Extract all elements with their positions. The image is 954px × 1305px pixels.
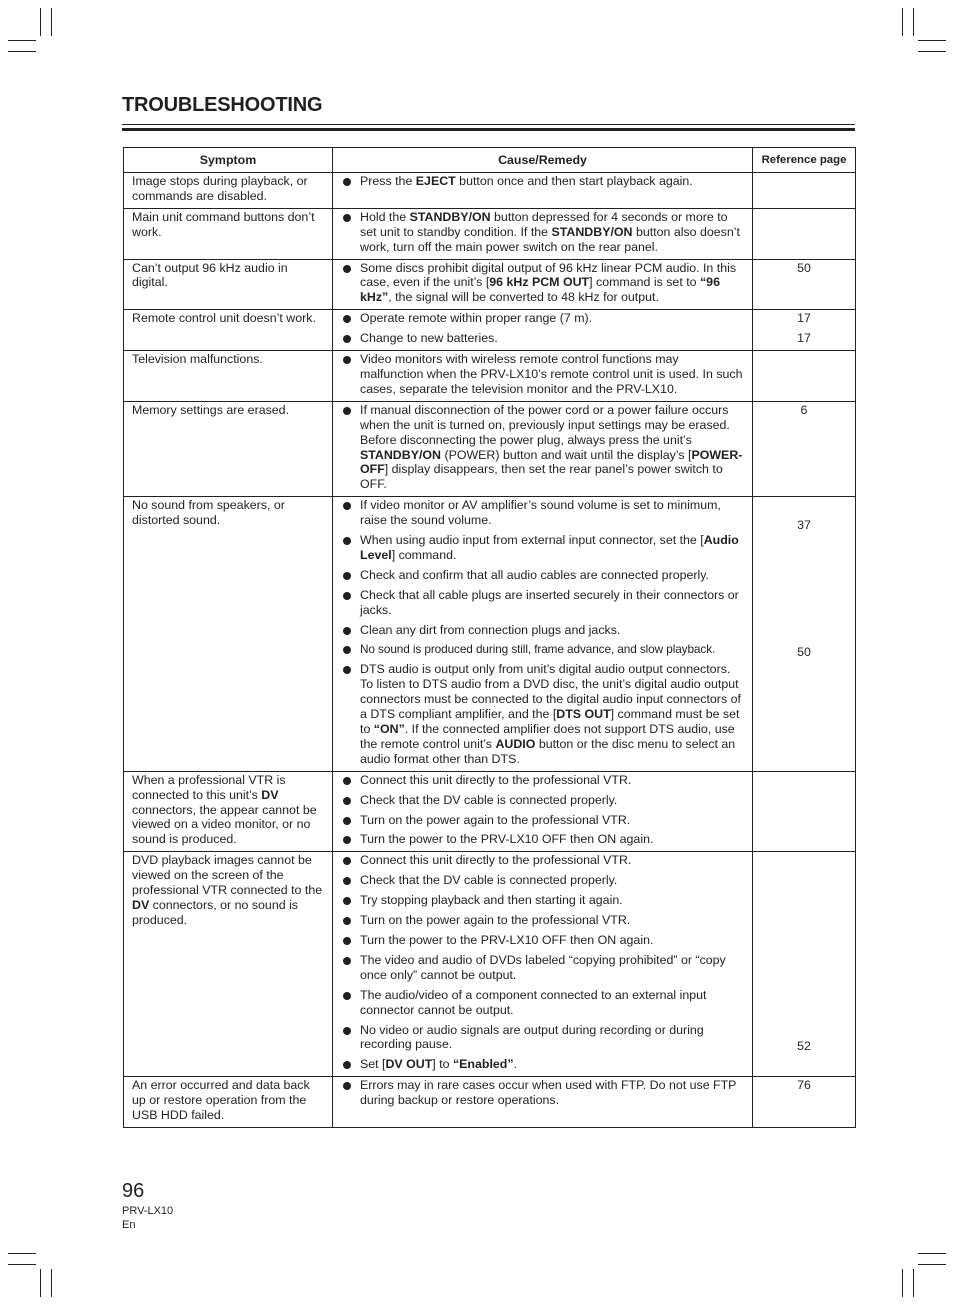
symptom-cell — [124, 401, 333, 496]
symptom-text: Main unit command buttons don’t work. — [132, 209, 315, 239]
reference-page-cell — [753, 259, 856, 310]
remedy-text: If manual disconnection of the power cord or a power failure occurs when the unit is turned on, previously input settings may be erased. — [360, 402, 730, 432]
reference-page-number: 50 — [797, 260, 811, 275]
remedy-list — [341, 773, 744, 848]
cause-remedy-cell — [333, 208, 753, 259]
model-footer — [122, 1204, 173, 1232]
remedy-keyword: STANDBY/ON — [360, 447, 441, 462]
reference-page-number: 6 — [800, 402, 808, 417]
cause-remedy-cell — [333, 401, 753, 496]
remedy-item — [341, 873, 744, 888]
reference-page-cell — [753, 310, 856, 351]
remedy-text: No video or audio signals are output during recording or during recording pause. — [360, 1022, 704, 1052]
remedy-text: Clean any dirt from connection plugs and jacks. — [360, 622, 621, 637]
symptom-cell — [124, 852, 333, 1077]
table-row — [124, 208, 856, 259]
cause-remedy-cell — [333, 173, 753, 209]
remedy-item — [341, 933, 744, 948]
remedy-text: Check that the DV cable is connected properly. — [360, 873, 618, 888]
crop-mark — [918, 51, 946, 52]
crop-mark — [902, 8, 903, 36]
symptom-text: DVD playback images cannot be viewed on the screen of the professional VTR connected to the — [132, 853, 323, 898]
remedy-text: Turn on the power again to the professional VTR. — [360, 913, 631, 928]
remedy-list — [341, 261, 744, 306]
remedy-item — [341, 793, 744, 808]
remedy-text: button depressed for 4 seconds or more to set unit to standby condition. If the — [360, 209, 728, 239]
symptom-header: Symptom — [124, 148, 333, 173]
cause-remedy-cell — [333, 771, 753, 852]
crop-mark — [51, 8, 52, 36]
remedy-item — [341, 568, 744, 583]
reference-page-cell — [753, 173, 856, 209]
page-number: 96 — [122, 1180, 145, 1202]
reference-page-cell — [753, 771, 856, 852]
reference-page-number: 37 — [797, 518, 811, 533]
remedy-list — [341, 311, 744, 346]
remedy-keyword: AUDIO — [495, 736, 536, 751]
crop-mark — [918, 40, 946, 41]
remedy-text: button or the disc menu to select an audio format other than DTS. — [360, 736, 736, 766]
remedy-item — [341, 988, 744, 1018]
remedy-keyword: POWER-OFF — [360, 447, 743, 477]
remedy-keyword: Audio Level — [360, 533, 739, 562]
remedy-text: ] command is set to — [589, 275, 700, 290]
remedy-text: No sound is produced during still, frame advance, and slow playback. — [360, 642, 716, 657]
crop-mark — [51, 1269, 52, 1297]
crop-mark — [913, 1269, 914, 1297]
symptom-text: Can’t output 96 kHz audio in digital. — [132, 260, 288, 290]
remedy-text: (POWER) button and wait until the display’s [ — [441, 447, 692, 462]
reference-page-number: 17 — [797, 331, 811, 346]
symptom-text: An error occurred and data back up or restore operation from the USB HDD failed. — [132, 1078, 310, 1123]
crop-mark — [8, 40, 36, 41]
remedy-text: Turn the power to the PRV-LX10 OFF then ON again. — [360, 932, 654, 947]
table-row — [124, 310, 856, 351]
remedy-item — [341, 331, 744, 346]
remedy-list — [341, 403, 744, 492]
remedy-keyword: DV OUT — [385, 1057, 433, 1072]
symptom-cell — [124, 208, 333, 259]
table-header-row — [124, 148, 856, 173]
symptom-text: Image stops during playback, or commands are disabled. — [132, 174, 308, 203]
reference-page-cell — [753, 852, 856, 1077]
remedy-keyword: STANDBY/ON — [551, 224, 633, 239]
crop-mark — [8, 1253, 36, 1254]
remedy-text: button also doesn’t work, turn off the main power switch on the rear panel. — [360, 224, 740, 254]
remedy-item — [341, 893, 744, 908]
remedy-text: ] to — [432, 1057, 453, 1072]
remedy-text: Before disconnecting the power plug, always press the unit’s — [360, 432, 692, 447]
reference-page-number: 17 — [797, 311, 811, 326]
cause-remedy-cell — [333, 259, 753, 310]
table-row — [124, 497, 856, 772]
remedy-list — [341, 498, 744, 767]
remedy-item — [341, 832, 744, 847]
remedy-text: When using audio input from external input connector, set the [ — [360, 533, 704, 548]
remedy-text: Press the — [360, 174, 416, 188]
remedy-text: ] command. — [391, 547, 457, 562]
remedy-text: Change to new batteries. — [360, 331, 498, 346]
cause-header: Cause/Remedy — [333, 148, 753, 173]
reference-page-cell — [753, 208, 856, 259]
crop-mark — [902, 1269, 903, 1297]
remedy-list — [341, 1078, 744, 1108]
remedy-item — [341, 773, 744, 788]
reference-page-cell — [753, 1077, 856, 1128]
symptom-text: connectors, or no sound is produced. — [132, 898, 298, 927]
remedy-item — [341, 853, 744, 868]
symptom-text: DV — [132, 898, 150, 913]
crop-mark — [918, 1253, 946, 1254]
cause-remedy-cell — [333, 310, 753, 351]
cause-remedy-cell — [333, 1077, 753, 1128]
remedy-text: . — [513, 1057, 518, 1072]
remedy-text: Try stopping playback and then starting it again. — [360, 893, 623, 908]
table-row — [124, 852, 856, 1077]
table-row — [124, 259, 856, 310]
remedy-item — [341, 813, 744, 828]
crop-mark — [8, 1264, 36, 1265]
crop-mark — [8, 51, 36, 52]
remedy-text: The video and audio of DVDs labeled “copying prohibited” or “copy once only” cannot be output. — [360, 952, 726, 982]
remedy-item — [341, 588, 744, 618]
crop-mark — [918, 1264, 946, 1265]
language-code: En — [122, 1219, 136, 1231]
remedy-text: ] display disappears, then set the rear panel’s power switch to OFF. — [360, 462, 723, 492]
table-row — [124, 173, 856, 209]
cause-remedy-cell — [333, 351, 753, 402]
remedy-item — [341, 1078, 744, 1108]
remedy-text: Operate remote within proper range (7 m). — [360, 311, 593, 326]
remedy-item — [341, 642, 744, 657]
remedy-item — [341, 953, 744, 983]
remedy-text: Connect this unit directly to the professional VTR. — [360, 772, 632, 787]
remedy-list — [341, 210, 744, 255]
table-row — [124, 771, 856, 852]
remedy-text: Hold the — [360, 209, 410, 224]
remedy-text: Check that the DV cable is connected properly. — [360, 792, 618, 807]
table-row — [124, 401, 856, 496]
symptom-cell — [124, 771, 333, 852]
symptom-text: DV — [261, 787, 279, 802]
remedy-item — [341, 261, 744, 306]
title-rule — [122, 124, 855, 125]
remedy-item — [341, 662, 744, 766]
troubleshooting-table — [123, 147, 856, 1128]
symptom-text: No sound from speakers, or distorted sound. — [132, 498, 285, 528]
table-body — [124, 173, 856, 1128]
model-name: PRV-LX10 — [122, 1205, 174, 1217]
symptom-text: Remote control unit doesn’t work. — [132, 311, 316, 326]
table-row — [124, 351, 856, 402]
symptom-text: Television malfunctions. — [132, 352, 263, 367]
remedy-item — [341, 210, 744, 255]
remedy-text: button once and then start playback again. — [455, 174, 693, 188]
remedy-item — [341, 1023, 744, 1053]
remedy-keyword: DTS OUT — [556, 707, 611, 722]
remedy-text: Set [ — [360, 1057, 386, 1072]
crop-mark — [40, 1269, 41, 1297]
cause-remedy-cell — [333, 497, 753, 772]
reference-page-cell — [753, 351, 856, 402]
remedy-item — [341, 1057, 744, 1072]
remedy-keyword: “Enabled” — [452, 1057, 514, 1072]
remedy-text: Check that all cable plugs are inserted securely in their connectors or jacks. — [360, 587, 739, 617]
remedy-keyword: STANDBY/ON — [409, 209, 491, 224]
title-rule-thick — [122, 128, 855, 131]
remedy-text: Turn on the power again to the professional VTR. — [360, 812, 631, 827]
reference-page-number: 52 — [797, 1039, 811, 1054]
remedy-item — [341, 623, 744, 638]
remedy-item — [341, 403, 744, 492]
symptom-text: connectors, the appear cannot be viewed on a video monitor, or no sound is produced. — [132, 802, 317, 847]
remedy-text: DTS audio is output only from unit’s digital audio output connectors. To listen to DTS audio from a DVD disc, the unit’s digital audio output connectors must be connected to the digital audio input connectors of a DTS compliant amplifier, and the [ — [360, 662, 741, 722]
remedy-keyword: EJECT — [415, 174, 456, 188]
remedy-text: Video monitors with wireless remote control functions may malfunction when the PRV-LX10’s remote control unit is used. In such cases, separate the television monitor and the PRV-LX10. — [360, 352, 743, 396]
symptom-text: When a professional VTR is connected to this unit’s — [132, 772, 286, 802]
symptom-cell — [124, 173, 333, 209]
crop-mark — [40, 8, 41, 36]
reference-page-header: Reference page — [753, 148, 856, 173]
page-title: TROUBLESHOOTING — [122, 94, 323, 116]
remedy-keyword: “96 kHz” — [360, 275, 720, 305]
remedy-item — [341, 352, 744, 397]
remedy-text: Some discs prohibit digital output of 96 kHz linear PCM audio. In this case, even if the unit’s [ — [360, 260, 737, 290]
cause-remedy-cell — [333, 852, 753, 1077]
symptom-text: Memory settings are erased. — [132, 402, 290, 417]
remedy-item — [341, 174, 744, 189]
remedy-text: . If the connected amplifier does not support DTS audio, use the remote control unit’s — [360, 722, 735, 751]
symptom-cell — [124, 351, 333, 402]
symptom-cell — [124, 259, 333, 310]
remedy-item — [341, 498, 744, 528]
table-row — [124, 1077, 856, 1128]
remedy-item — [341, 913, 744, 928]
remedy-text: Connect this unit directly to the professional VTR. — [360, 853, 632, 868]
remedy-text: The audio/video of a component connected to an external input connector cannot be output. — [360, 987, 707, 1017]
remedy-keyword: “ON” — [373, 722, 405, 736]
symptom-cell — [124, 497, 333, 772]
remedy-text: , the signal will be converted to 48 kHz for output. — [388, 290, 659, 305]
remedy-text: Check and confirm that all audio cables are connected properly. — [360, 567, 709, 582]
reference-page-cell — [753, 497, 856, 772]
remedy-keyword: 96 kHz PCM OUT — [489, 275, 590, 290]
symptom-cell — [124, 1077, 333, 1128]
reference-page-cell — [753, 401, 856, 496]
reference-page-number: 76 — [797, 1078, 811, 1093]
remedy-list — [341, 352, 744, 397]
remedy-item — [341, 311, 744, 326]
crop-mark — [913, 8, 914, 36]
remedy-text: Errors may in rare cases occur when used with FTP. Do not use FTP during backup or restore operations. — [360, 1078, 737, 1108]
remedy-text: ] command must be set to — [360, 707, 740, 736]
remedy-item — [341, 533, 744, 563]
remedy-list — [341, 174, 744, 189]
reference-page-number: 50 — [797, 645, 811, 660]
symptom-cell — [124, 310, 333, 351]
remedy-text: Turn the power to the PRV-LX10 OFF then ON again. — [360, 832, 654, 847]
remedy-list — [341, 853, 744, 1072]
remedy-text: If video monitor or AV amplifier’s sound volume is set to minimum, raise the sound volume. — [360, 498, 721, 528]
